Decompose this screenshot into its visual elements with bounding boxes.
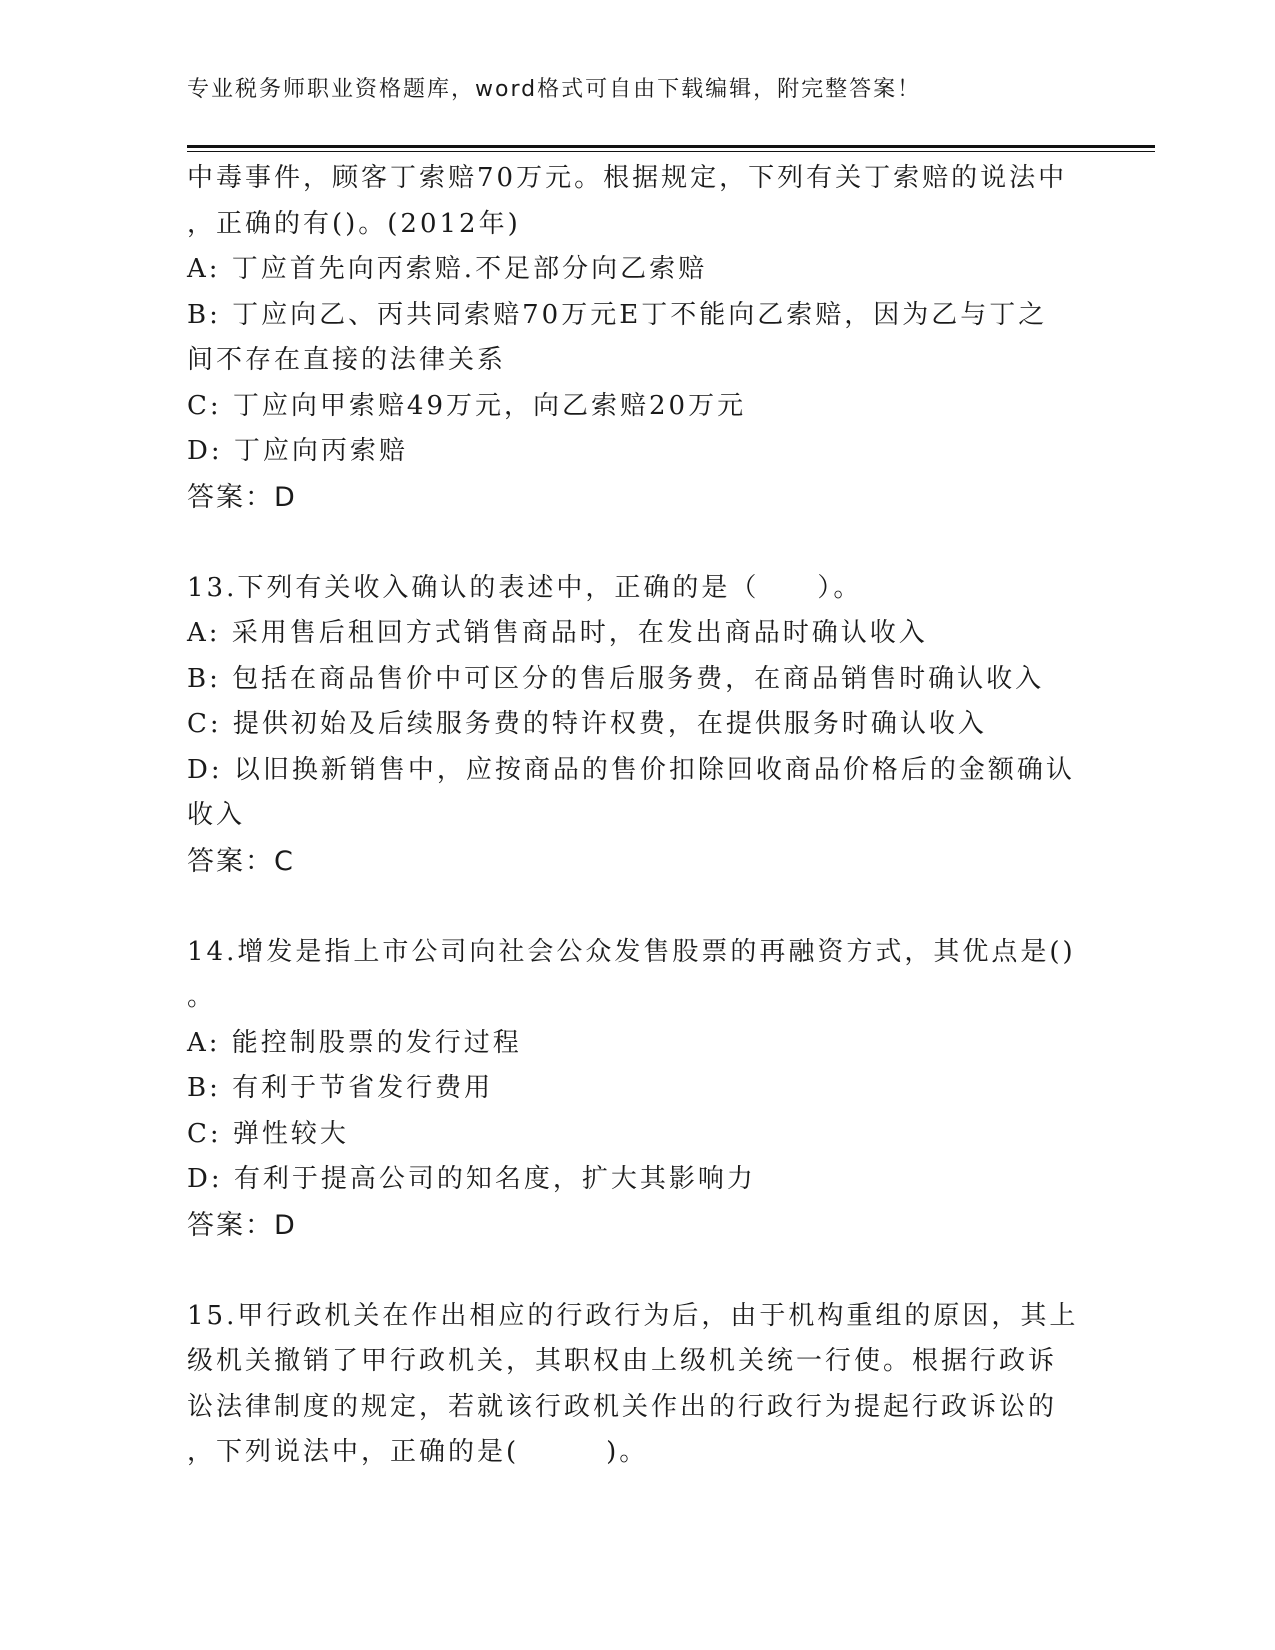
option-b: B: 有利于节省发行费用 — [187, 1073, 494, 1103]
question-stem-line: 15.甲行政机关在作出相应的行政行为后，由于机构重组的原因，其上 — [187, 1300, 1079, 1331]
option-c: C: 弹性较大 — [187, 1118, 349, 1149]
question-spacer — [187, 520, 1087, 566]
answer-label: 答案：D — [187, 1209, 297, 1241]
page-header: 专业税务师职业资格题库，word格式可自由下载编辑，附完整答案！ — [187, 77, 922, 102]
document-body — [187, 156, 1087, 1476]
question-15 — [187, 1294, 1087, 1476]
option-d-continued: 收入 — [187, 800, 246, 830]
question-spacer — [187, 884, 1087, 930]
question-stem-line: ，正确的有()。(2012年) — [187, 208, 521, 239]
option-b: B: 包括在商品售价中可区分的售后服务费，在商品销售时确认收入 — [187, 663, 1045, 694]
header-rule-thick — [187, 145, 1155, 148]
question-stem-line: 14.增发是指上市公司向社会公众发售股票的再融资方式，其优点是() — [187, 936, 1076, 967]
option-d: D: 以旧换新销售中，应按商品的售价扣除回收商品价格后的金额确认 — [187, 754, 1075, 785]
question-13 — [187, 566, 1087, 885]
question-stem-line: 讼法律制度的规定，若就该行政机关作出的行政行为提起行政诉讼的 — [187, 1391, 1058, 1422]
question-spacer — [187, 1248, 1087, 1294]
question-14 — [187, 930, 1087, 1249]
option-a: A: 丁应首先向丙索赔.不足部分向乙索赔 — [187, 254, 708, 284]
question-stem-line: ，下列说法中，正确的是( )。 — [187, 1437, 649, 1467]
option-d: D: 丁应向丙索赔 — [187, 436, 408, 466]
question-stem: 13.下列有关收入确认的表述中，正确的是（ ）。 — [187, 572, 863, 603]
option-d: D: 有利于提高公司的知名度，扩大其影响力 — [187, 1164, 756, 1194]
option-a: A: 采用售后租回方式销售商品时，在发出商品时确认收入 — [187, 618, 928, 648]
question-stem-line: 中毒事件，顾客丁索赔70万元。根据规定，下列有关丁索赔的说法中 — [187, 163, 1068, 193]
option-b-continued: 间不存在直接的法律关系 — [187, 345, 507, 375]
question-stem-line: 级机关撤销了甲行政机关，其职权由上级机关统一行使。根据行政诉 — [187, 1346, 1058, 1376]
answer-label: 答案：C — [187, 845, 295, 877]
question-12 — [187, 156, 1087, 520]
option-a: A: 能控制股票的发行过程 — [187, 1027, 522, 1058]
header-rule-thin — [187, 151, 1155, 152]
option-c: C: 提供初始及后续服务费的特许权费，在提供服务时确认收入 — [187, 709, 987, 739]
option-b: B: 丁应向乙、丙共同索赔70万元E丁不能向乙索赔，因为乙与丁之 — [187, 299, 1048, 330]
answer-label: 答案：D — [187, 481, 297, 513]
question-stem-line: 。 — [187, 982, 217, 1012]
option-c: C: 丁应向甲索赔49万元，向乙索赔20万元 — [187, 390, 747, 421]
